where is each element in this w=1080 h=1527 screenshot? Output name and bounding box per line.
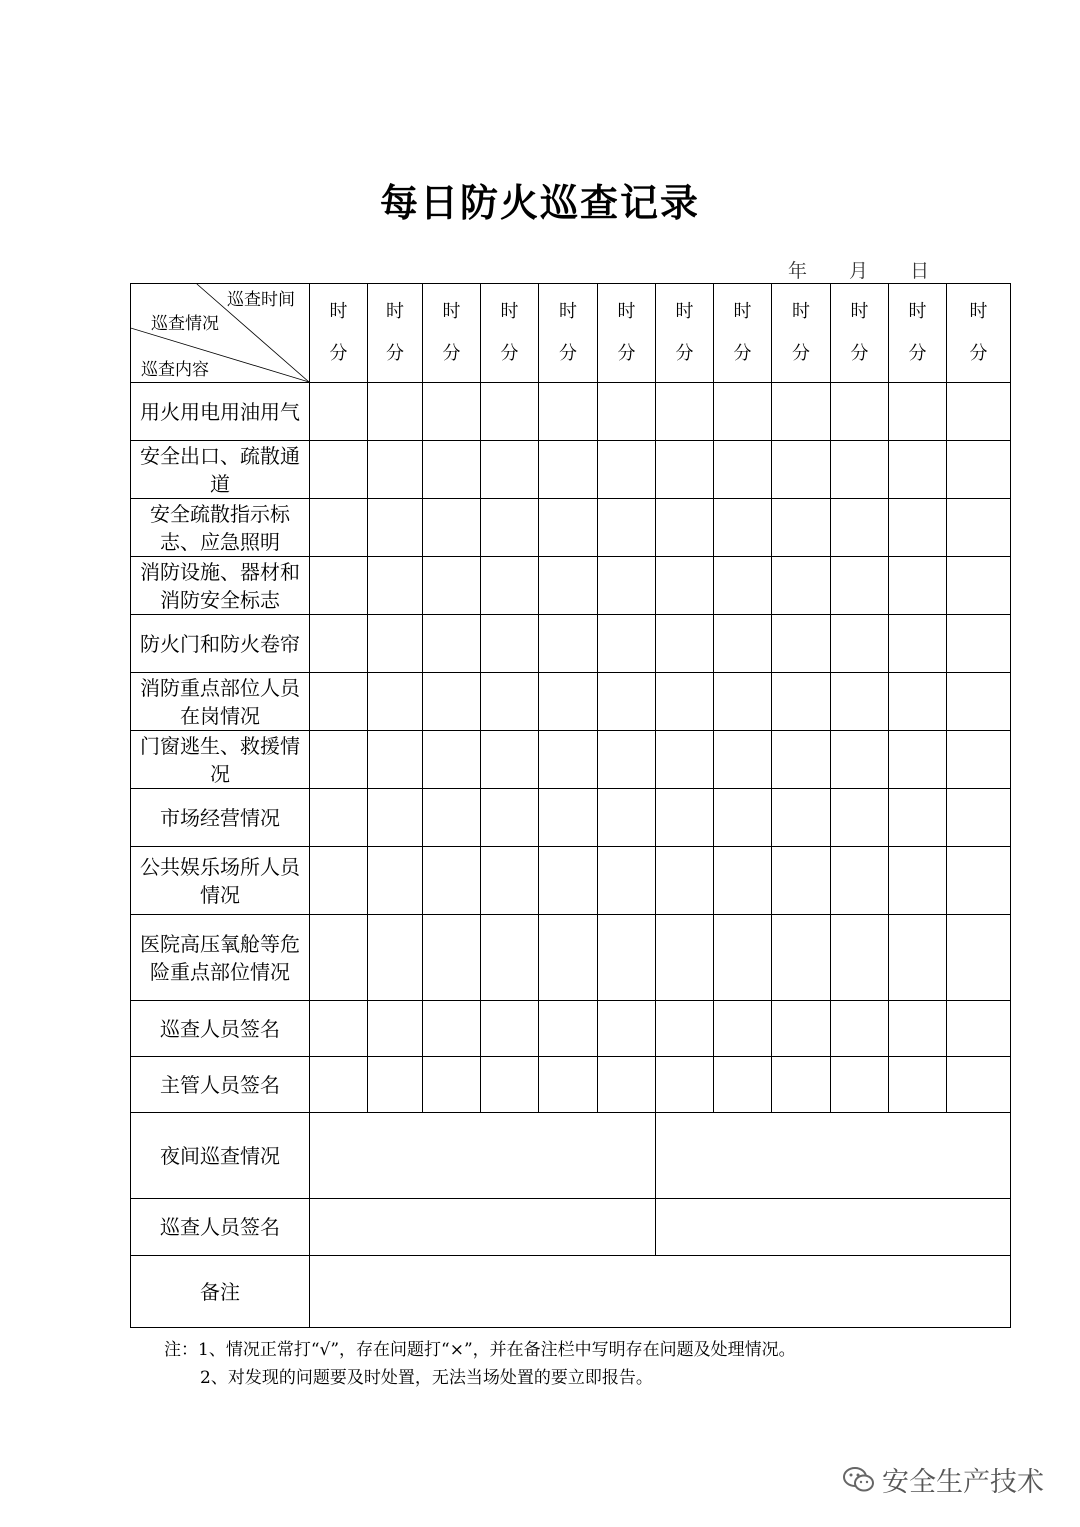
- check-cell[interactable]: [310, 1057, 368, 1113]
- check-cell[interactable]: [310, 557, 368, 615]
- check-cell[interactable]: [481, 1001, 539, 1057]
- watermark-text: 安全生产技术: [882, 1467, 1044, 1498]
- check-cell[interactable]: [714, 441, 772, 499]
- check-cell[interactable]: [889, 915, 947, 1001]
- check-cell[interactable]: [423, 557, 481, 615]
- check-cell[interactable]: [831, 1057, 889, 1113]
- check-cell[interactable]: [831, 915, 889, 1001]
- minute-label: 分: [733, 343, 752, 364]
- check-cell[interactable]: [656, 673, 714, 731]
- check-cell[interactable]: [831, 615, 889, 673]
- remarks-label: 备注: [131, 1256, 310, 1328]
- check-cell[interactable]: [423, 441, 481, 499]
- minute-label: 分: [500, 343, 519, 364]
- check-cell[interactable]: [947, 615, 1011, 673]
- check-cell[interactable]: [714, 557, 772, 615]
- time-slot-header: [598, 284, 656, 383]
- check-cell[interactable]: [368, 789, 423, 847]
- time-slot-header: [368, 284, 423, 383]
- check-cell[interactable]: [656, 441, 714, 499]
- check-cell[interactable]: [368, 499, 423, 557]
- check-cell[interactable]: [772, 557, 831, 615]
- minute-label: 分: [329, 343, 348, 364]
- check-cell[interactable]: [423, 1057, 481, 1113]
- check-cell[interactable]: [598, 615, 656, 673]
- check-cell[interactable]: [656, 383, 714, 441]
- date-year: 年: [788, 260, 808, 282]
- minute-label: 分: [675, 343, 694, 364]
- minute-label: 分: [850, 343, 869, 364]
- check-cell[interactable]: [831, 789, 889, 847]
- time-slot-header: [772, 284, 831, 383]
- inspection-item-label: 消防设施、器材和消防安全标志: [131, 557, 310, 615]
- check-cell[interactable]: [714, 499, 772, 557]
- hour-label: 时: [969, 301, 988, 322]
- date-day: 日: [910, 260, 930, 282]
- note-2: 2、对发现的问题要及时处置，无法当场处置的要立即报告。: [200, 1368, 653, 1388]
- note-1: 注：1、情况正常打“√”，存在问题打“×”，并在备注栏中写明存在问题及处理情况。: [164, 1340, 796, 1360]
- minute-label: 分: [442, 343, 461, 364]
- time-slot-header: [481, 284, 539, 383]
- night-check-cell-2[interactable]: [656, 1113, 1011, 1199]
- check-cell[interactable]: [831, 847, 889, 915]
- check-cell[interactable]: [368, 557, 423, 615]
- check-cell[interactable]: [598, 847, 656, 915]
- night-signature-cell-2[interactable]: [656, 1199, 1011, 1256]
- minute-label: 分: [559, 343, 577, 364]
- check-cell[interactable]: [598, 789, 656, 847]
- check-cell[interactable]: [423, 673, 481, 731]
- check-cell[interactable]: [889, 731, 947, 789]
- check-cell[interactable]: [947, 789, 1011, 847]
- check-cell[interactable]: [598, 1057, 656, 1113]
- check-cell[interactable]: [368, 441, 423, 499]
- check-cell[interactable]: [598, 915, 656, 1001]
- check-cell[interactable]: [714, 615, 772, 673]
- inspection-item-label: 安全出口、疏散通道: [131, 441, 310, 499]
- check-cell[interactable]: [656, 615, 714, 673]
- check-cell[interactable]: [310, 789, 368, 847]
- check-cell[interactable]: [714, 383, 772, 441]
- inspection-item-label: 消防重点部位人员在岗情况: [131, 673, 310, 731]
- check-cell[interactable]: [539, 441, 598, 499]
- minute-label: 分: [617, 343, 636, 364]
- check-cell[interactable]: [539, 915, 598, 1001]
- night-check-cell-1[interactable]: [310, 1113, 656, 1199]
- check-cell[interactable]: [947, 557, 1011, 615]
- check-cell[interactable]: [598, 673, 656, 731]
- check-cell[interactable]: [889, 383, 947, 441]
- check-cell[interactable]: [481, 557, 539, 615]
- check-cell[interactable]: [310, 615, 368, 673]
- hour-label: 时: [329, 301, 348, 322]
- check-cell[interactable]: [368, 731, 423, 789]
- check-cell[interactable]: [831, 731, 889, 789]
- check-cell[interactable]: [889, 847, 947, 915]
- check-cell[interactable]: [598, 383, 656, 441]
- hour-label: 时: [442, 301, 461, 322]
- inspection-item-label: 主管人员签名: [131, 1057, 310, 1113]
- hour-label: 时: [850, 301, 869, 322]
- diagonal-header-cell: [131, 284, 310, 383]
- check-cell[interactable]: [656, 557, 714, 615]
- check-cell[interactable]: [423, 615, 481, 673]
- check-cell[interactable]: [714, 789, 772, 847]
- check-cell[interactable]: [714, 673, 772, 731]
- time-slot-header: [539, 284, 598, 383]
- hour-label: 时: [500, 301, 519, 322]
- check-cell[interactable]: [481, 847, 539, 915]
- time-slot-header: [947, 284, 1011, 383]
- remarks-cell[interactable]: [310, 1256, 1011, 1328]
- hour-label: 时: [559, 301, 577, 322]
- check-cell[interactable]: [423, 499, 481, 557]
- time-slot-header: [889, 284, 947, 383]
- check-cell[interactable]: [947, 673, 1011, 731]
- check-cell[interactable]: [310, 915, 368, 1001]
- check-cell[interactable]: [656, 499, 714, 557]
- check-cell[interactable]: [772, 383, 831, 441]
- minute-label: 分: [386, 343, 404, 364]
- check-cell[interactable]: [368, 673, 423, 731]
- check-cell[interactable]: [310, 847, 368, 915]
- check-cell[interactable]: [947, 847, 1011, 915]
- header-situation-label: 巡查情况: [151, 314, 219, 334]
- check-cell[interactable]: [481, 615, 539, 673]
- check-cell[interactable]: [310, 731, 368, 789]
- check-cell[interactable]: [598, 499, 656, 557]
- check-cell[interactable]: [310, 499, 368, 557]
- check-cell[interactable]: [539, 499, 598, 557]
- wechat-icon: [842, 1465, 876, 1495]
- hour-label: 时: [675, 301, 694, 322]
- inspection-item-label: 用火用电用油用气: [131, 383, 310, 441]
- check-cell[interactable]: [481, 441, 539, 499]
- time-slot-header: [831, 284, 889, 383]
- check-cell[interactable]: [368, 847, 423, 915]
- check-cell[interactable]: [481, 915, 539, 1001]
- minute-label: 分: [792, 343, 810, 364]
- check-cell[interactable]: [310, 441, 368, 499]
- check-cell[interactable]: [656, 847, 714, 915]
- check-cell[interactable]: [368, 1057, 423, 1113]
- check-cell[interactable]: [656, 915, 714, 1001]
- check-cell[interactable]: [656, 1001, 714, 1057]
- check-cell[interactable]: [947, 1001, 1011, 1057]
- check-cell[interactable]: [831, 499, 889, 557]
- minute-label: 分: [969, 343, 988, 364]
- check-cell[interactable]: [539, 789, 598, 847]
- check-cell[interactable]: [598, 731, 656, 789]
- check-cell[interactable]: [772, 1001, 831, 1057]
- inspection-item-label: 门窗逃生、救援情况: [131, 731, 310, 789]
- check-cell[interactable]: [831, 1001, 889, 1057]
- inspection-item-label: 市场经营情况: [131, 789, 310, 847]
- check-cell[interactable]: [656, 1057, 714, 1113]
- check-cell[interactable]: [831, 441, 889, 499]
- check-cell[interactable]: [947, 499, 1011, 557]
- patrol-record-table: [130, 283, 1011, 1328]
- check-cell[interactable]: [539, 847, 598, 915]
- check-cell[interactable]: [598, 1001, 656, 1057]
- check-cell[interactable]: [947, 731, 1011, 789]
- check-cell[interactable]: [539, 383, 598, 441]
- header-content-label: 巡查内容: [141, 360, 209, 380]
- check-cell[interactable]: [714, 1057, 772, 1113]
- check-cell[interactable]: [831, 383, 889, 441]
- check-cell[interactable]: [423, 383, 481, 441]
- check-cell[interactable]: [889, 1057, 947, 1113]
- check-cell[interactable]: [656, 789, 714, 847]
- check-cell[interactable]: [423, 1001, 481, 1057]
- check-cell[interactable]: [772, 441, 831, 499]
- check-cell[interactable]: [310, 383, 368, 441]
- check-cell[interactable]: [423, 789, 481, 847]
- date-month: 月: [849, 260, 869, 282]
- check-cell[interactable]: [368, 1001, 423, 1057]
- check-cell[interactable]: [772, 673, 831, 731]
- check-cell[interactable]: [598, 557, 656, 615]
- page-title: 每日防火巡查记录: [379, 180, 700, 225]
- check-cell[interactable]: [481, 1057, 539, 1113]
- check-cell[interactable]: [423, 847, 481, 915]
- check-cell[interactable]: [539, 673, 598, 731]
- check-cell[interactable]: [947, 915, 1011, 1001]
- check-cell[interactable]: [889, 615, 947, 673]
- check-cell[interactable]: [772, 731, 831, 789]
- check-cell[interactable]: [772, 915, 831, 1001]
- header-time-label: 巡查时间: [227, 290, 295, 310]
- hour-label: 时: [617, 301, 636, 322]
- check-cell[interactable]: [889, 673, 947, 731]
- check-cell[interactable]: [310, 673, 368, 731]
- watermark: [842, 1460, 1044, 1499]
- notes: [164, 1336, 796, 1392]
- check-cell[interactable]: [423, 731, 481, 789]
- check-cell[interactable]: [368, 383, 423, 441]
- check-cell[interactable]: [539, 557, 598, 615]
- check-cell[interactable]: [481, 789, 539, 847]
- check-cell[interactable]: [714, 847, 772, 915]
- time-slot-header: [310, 284, 368, 383]
- check-cell[interactable]: [889, 789, 947, 847]
- check-cell[interactable]: [539, 615, 598, 673]
- hour-label: 时: [792, 301, 810, 322]
- check-cell[interactable]: [947, 441, 1011, 499]
- check-cell[interactable]: [656, 731, 714, 789]
- time-slot-header: [656, 284, 714, 383]
- check-cell[interactable]: [947, 1057, 1011, 1113]
- check-cell[interactable]: [889, 441, 947, 499]
- check-cell[interactable]: [889, 499, 947, 557]
- check-cell[interactable]: [423, 915, 481, 1001]
- minute-label: 分: [908, 343, 927, 364]
- check-cell[interactable]: [714, 1001, 772, 1057]
- hour-label: 时: [386, 301, 404, 322]
- check-cell[interactable]: [368, 615, 423, 673]
- night-check-label: 夜间巡查情况: [131, 1113, 310, 1199]
- check-cell[interactable]: [598, 441, 656, 499]
- check-cell[interactable]: [368, 915, 423, 1001]
- check-cell[interactable]: [481, 673, 539, 731]
- check-cell[interactable]: [772, 499, 831, 557]
- date-line: [788, 256, 965, 283]
- check-cell[interactable]: [539, 731, 598, 789]
- night-signature-cell-1[interactable]: [310, 1199, 656, 1256]
- check-cell[interactable]: [889, 557, 947, 615]
- check-cell[interactable]: [772, 789, 831, 847]
- check-cell[interactable]: [947, 383, 1011, 441]
- hour-label: 时: [733, 301, 752, 322]
- hour-label: 时: [908, 301, 927, 322]
- inspection-item-label: 安全疏散指示标志、应急照明: [131, 499, 310, 557]
- inspection-item-label: 医院高压氧舱等危险重点部位情况: [131, 915, 310, 1001]
- inspection-item-label: 巡查人员签名: [131, 1001, 310, 1057]
- check-cell[interactable]: [772, 1057, 831, 1113]
- check-cell[interactable]: [772, 847, 831, 915]
- check-cell[interactable]: [539, 1057, 598, 1113]
- check-cell[interactable]: [481, 731, 539, 789]
- inspection-item-label: 公共娱乐场所人员情况: [131, 847, 310, 915]
- check-cell[interactable]: [714, 915, 772, 1001]
- check-cell[interactable]: [481, 499, 539, 557]
- night-signature-label: 巡查人员签名: [131, 1199, 310, 1256]
- check-cell[interactable]: [831, 557, 889, 615]
- check-cell[interactable]: [310, 1001, 368, 1057]
- check-cell[interactable]: [889, 1001, 947, 1057]
- time-slot-header: [423, 284, 481, 383]
- check-cell[interactable]: [481, 383, 539, 441]
- check-cell[interactable]: [772, 615, 831, 673]
- inspection-item-label: 防火门和防火卷帘: [131, 615, 310, 673]
- check-cell[interactable]: [714, 731, 772, 789]
- check-cell[interactable]: [539, 1001, 598, 1057]
- check-cell[interactable]: [831, 673, 889, 731]
- time-slot-header: [714, 284, 772, 383]
